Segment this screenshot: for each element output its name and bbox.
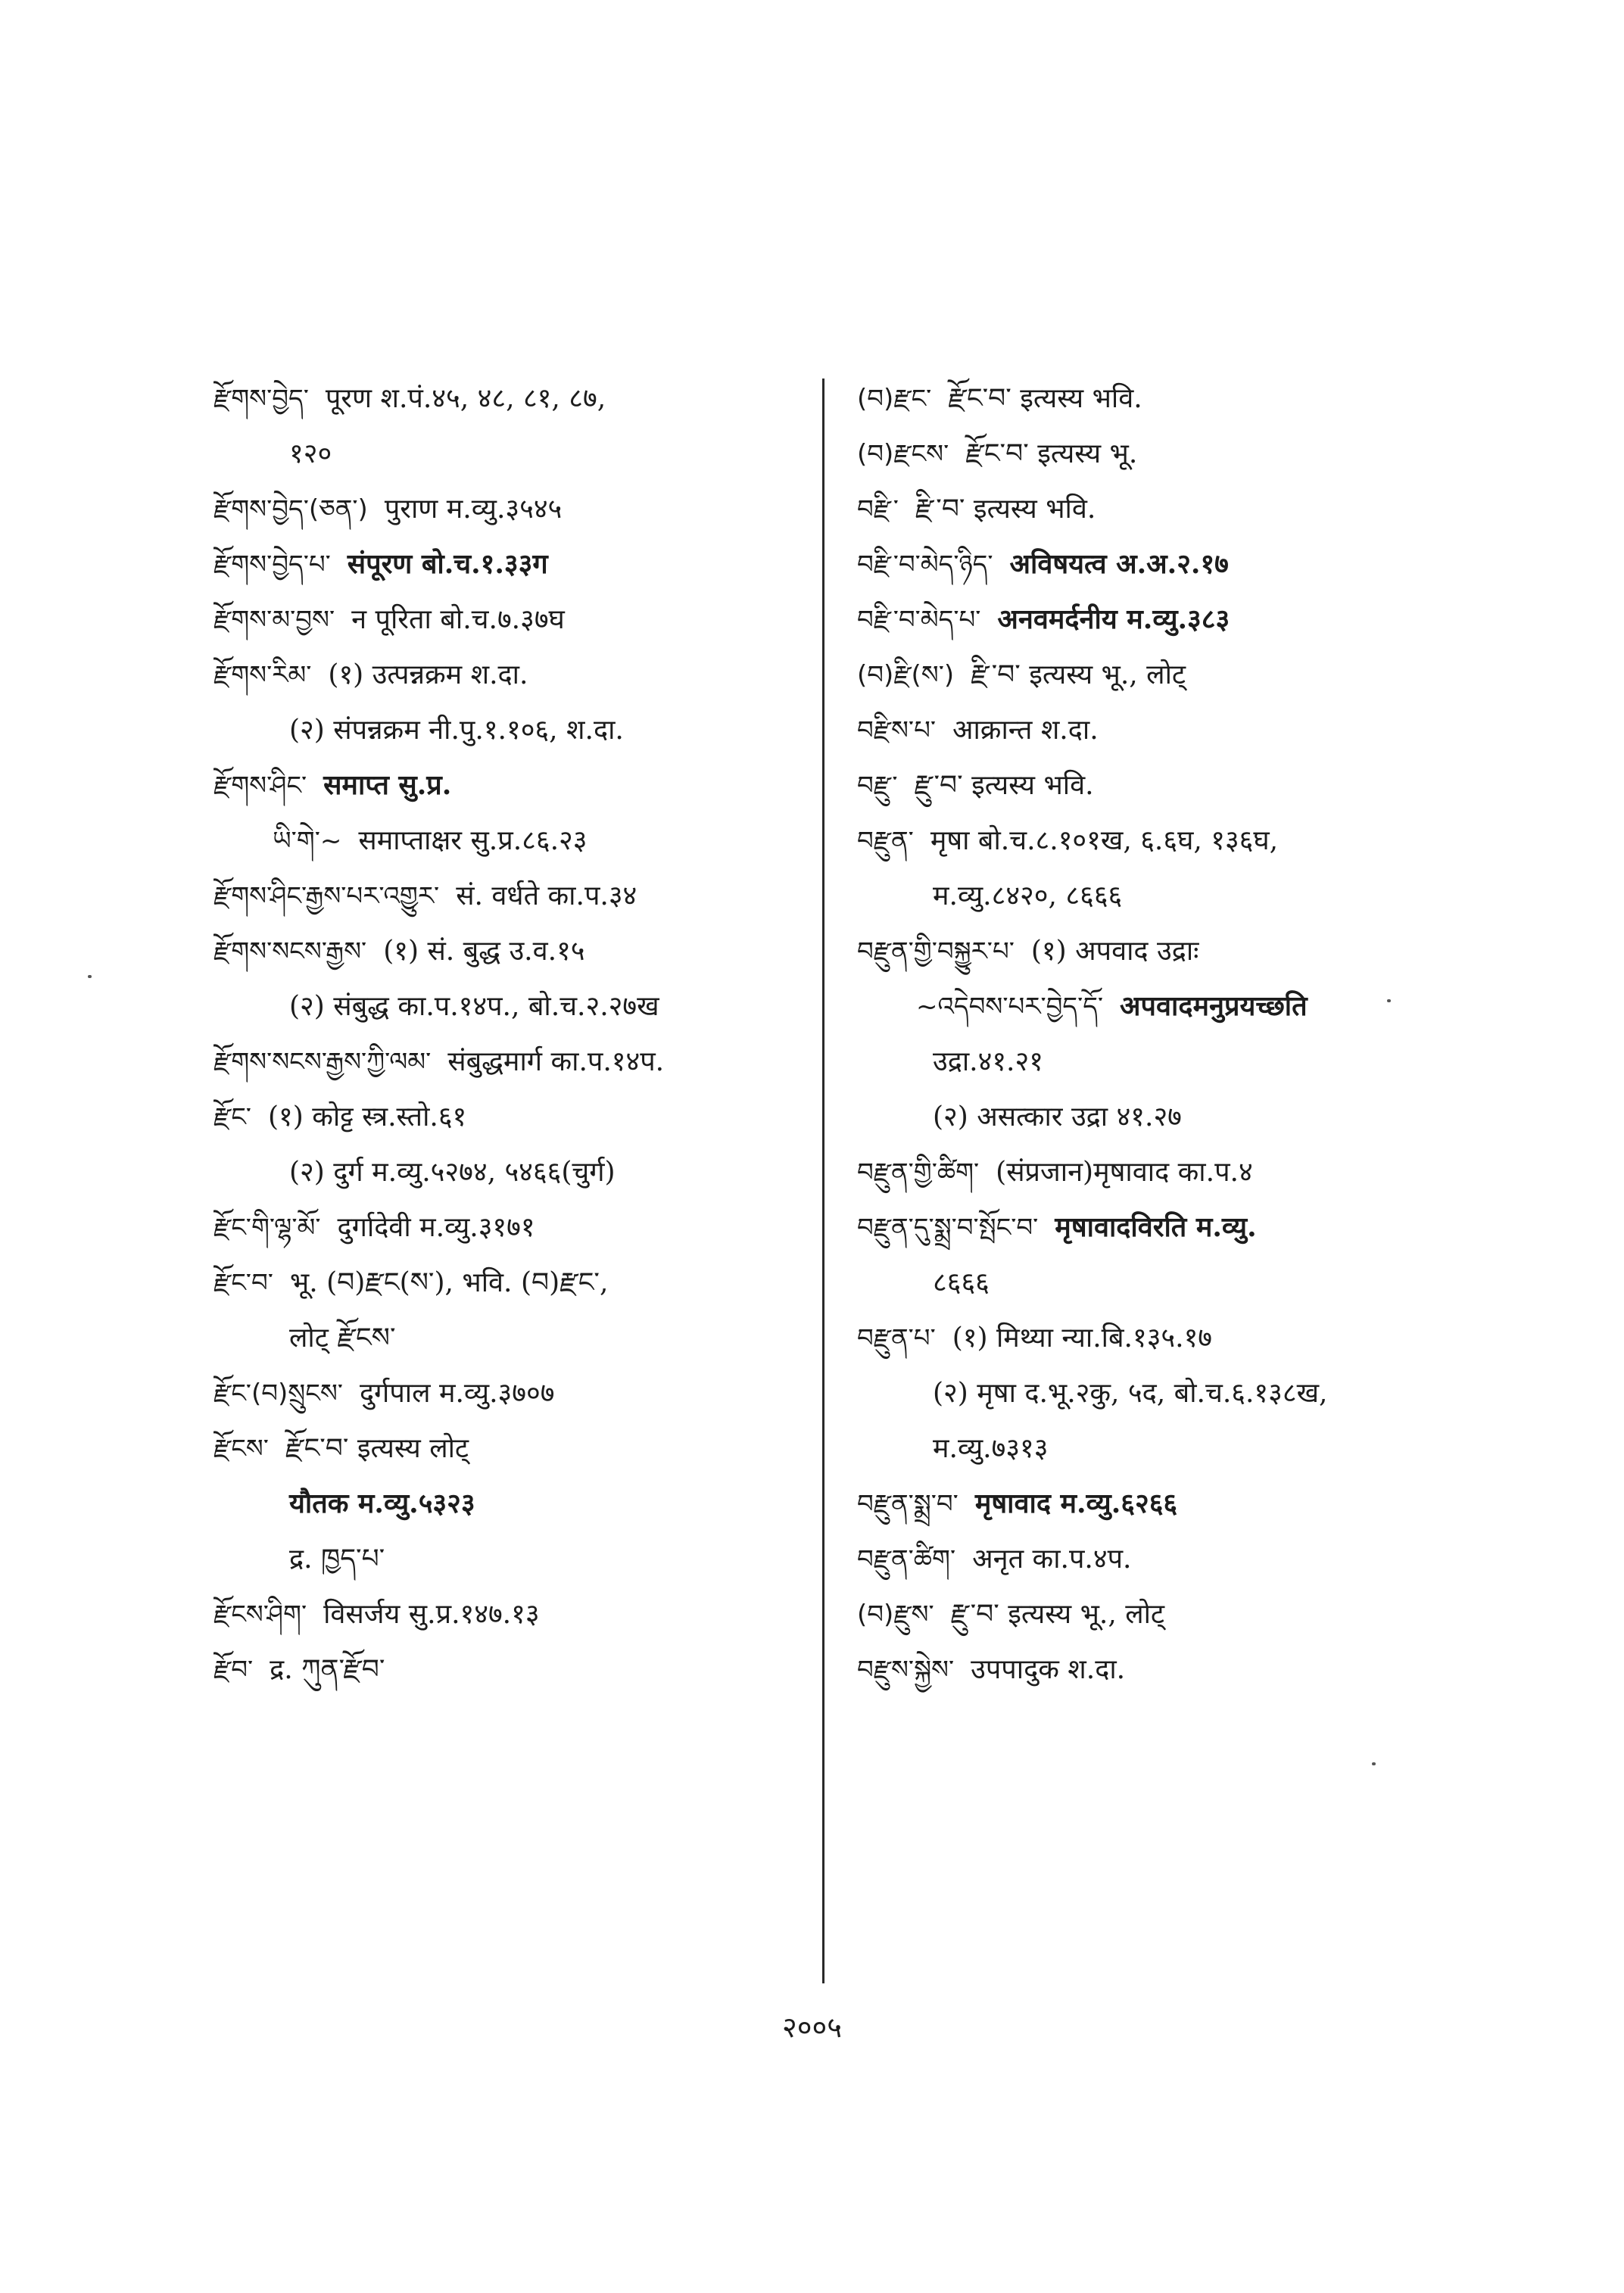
- definition-text: संपूरण बो.च.१.३३ग: [347, 548, 548, 580]
- entry-line: [214, 537, 796, 592]
- definition-text: सं. वर्धते का.प.३४: [456, 880, 637, 911]
- left-column: [214, 371, 796, 1697]
- entry-line: [857, 1642, 1485, 1697]
- entry-line: [857, 1531, 1485, 1587]
- definition-text: རྫི་བ་ इत्यस्य भवि.: [915, 494, 1096, 525]
- definition-text: (संप्रजान)मृषावाद का.प.४: [996, 1157, 1253, 1188]
- tibetan-headword: རྫོགས་རིམ་: [214, 660, 312, 690]
- definition-text: (२) संपन्नक्रम नी.पु.१.१०६, श.दा.: [289, 715, 624, 746]
- tibetan-headword: བརྫི་བ་མེད་པ་: [857, 605, 981, 635]
- right-column: [857, 371, 1485, 1697]
- entry-line: [857, 426, 1485, 481]
- tibetan-headword: བརྫུན་པ་: [857, 1323, 936, 1354]
- entry-line: [857, 1310, 1485, 1366]
- entry-line: [857, 758, 1485, 813]
- entry-line: [857, 1421, 1485, 1476]
- tibetan-headword: (བ)རྫུས་: [857, 1600, 934, 1630]
- entry-line: [857, 1200, 1485, 1255]
- definition-text: རྫུ་བ་ इत्यस्य भवि.: [914, 770, 1094, 801]
- definition-text: ८६६६: [933, 1267, 990, 1298]
- entry-line: [214, 1421, 796, 1476]
- definition-text: अविषयत्व अ.अ.२.१७: [1009, 548, 1229, 580]
- tibetan-headword: རྫོགས་བྱེད་(ཅན་): [214, 494, 368, 525]
- entry-line: [214, 1145, 796, 1200]
- entry-line: [214, 1034, 796, 1089]
- tibetan-headword: ཡི་གེ་~: [273, 826, 342, 856]
- definition-text: दुर्गादेवी म.व्यु.३१७१: [337, 1212, 535, 1243]
- page-number: २००५: [781, 2011, 843, 2044]
- entry-line: [857, 868, 1485, 924]
- definition-text: (२) मृषा द.भू.२कु, ५द, बो.च.६.१३८ख,: [933, 1378, 1328, 1409]
- tibetan-headword: བརྫུན་སྨྲ་བ་: [857, 1489, 959, 1519]
- entry-line: [214, 1587, 796, 1642]
- entry-line: [214, 1531, 796, 1587]
- definition-text: म.व्यु.८४२०, ८६६६: [933, 880, 1123, 911]
- definition-text: (१) कोट्ट स्त्र.स्तो.६१: [267, 1101, 467, 1132]
- definition-text: उपपादुक श.दा.: [971, 1654, 1126, 1685]
- entry-line: [857, 1366, 1485, 1421]
- definition-text: दुर्गपाल म.व्यु.३७०७: [359, 1378, 555, 1409]
- entry-line: [857, 1587, 1485, 1642]
- entry-line: [214, 1255, 796, 1310]
- definition-text: (१) मिथ्या न्या.बि.१३५.१७: [952, 1323, 1213, 1354]
- tibetan-headword: བརྫི་བ་མེད་ཉིད་: [857, 550, 993, 580]
- entry-line: [214, 1310, 796, 1366]
- entry-line: [857, 1145, 1485, 1200]
- definition-text: न पूरिता बो.च.७.३७घ: [351, 604, 565, 635]
- entry-line: [214, 481, 796, 537]
- entry-line: [857, 537, 1485, 592]
- definition-text: भू. (བ)རྫང(ས་), भवि. (བ)རྫང་,: [289, 1267, 609, 1298]
- tibetan-headword: རྫོགས་བྱེད་པ་: [214, 550, 331, 580]
- tibetan-headword: རྫོགས་ཤིང་: [214, 771, 307, 801]
- definition-text: समाप्ताक्षर सु.प्र.८६.२३: [358, 825, 588, 856]
- tibetan-headword: བརྫུ་: [857, 771, 898, 801]
- definition-text: उद्रा.४१.२१: [933, 1046, 1043, 1077]
- definition-text: (१) अपवाद उद्राः: [1030, 936, 1199, 967]
- definition-text: मृषावादविरति म.व्यु.: [1055, 1211, 1257, 1243]
- tibetan-headword: བརྫུན་: [857, 826, 914, 856]
- definition-text: म.व्यु.७३१३: [933, 1433, 1049, 1464]
- entry-line: [214, 1200, 796, 1255]
- definition-text: मृषा बो.च.८.१०१ख, ६.६घ, १३६घ,: [930, 825, 1279, 856]
- definition-text: संबुद्धमार्ग का.प.१४प.: [447, 1046, 665, 1077]
- tibetan-headword: རྫོང་བ་: [214, 1268, 273, 1298]
- entry-line: [857, 1034, 1485, 1089]
- entry-line: [857, 371, 1485, 426]
- definition-text: (१) सं. बुद्ध उ.व.१५: [383, 936, 585, 967]
- tibetan-headword: བརྫི་: [857, 494, 899, 525]
- tibetan-headword: རྫོགས་སངས་རྒྱས་: [214, 936, 367, 967]
- entry-line: [214, 426, 796, 481]
- tibetan-headword: རྫོབ་: [214, 1655, 254, 1685]
- entry-line: [214, 1366, 796, 1421]
- scan-speck: [1372, 1762, 1376, 1765]
- entry-line: [857, 1476, 1485, 1531]
- definition-text: आक्रान्त श.दा.: [952, 715, 1099, 746]
- tibetan-headword: རྫོང་: [214, 1102, 251, 1132]
- definition-text: द्र. ཀུན་རྫོབ་: [270, 1654, 385, 1685]
- definition-text: རྫུ་བ་ इत्यस्य भू., लोट्: [950, 1599, 1165, 1630]
- definition-text: समाप्त सु.प्र.: [323, 769, 452, 801]
- tibetan-headword: (བ)རྫི(ས་): [857, 660, 955, 690]
- tibetan-headword: བརྫུས་སྐྱེས་: [857, 1655, 955, 1685]
- definition-text: विसर्जय सु.प्र.१४७.१३: [323, 1599, 540, 1630]
- entry-line: [214, 979, 796, 1034]
- definition-text: (२) असत्कार उद्रा ४१.२७: [933, 1101, 1182, 1132]
- entry-line: [214, 647, 796, 703]
- definition-text: (२) संबुद्ध का.प.१४प., बो.च.२.२७ख: [289, 991, 659, 1022]
- entry-line: [214, 868, 796, 924]
- entry-line: [214, 703, 796, 758]
- definition-text: अपवादमनुप्रयच्छति: [1120, 990, 1308, 1022]
- entry-line: [214, 758, 796, 813]
- definition-text: पुराण म.व्यु.३५४५: [384, 494, 563, 525]
- entry-line: [857, 592, 1485, 647]
- entry-line: [857, 1255, 1485, 1310]
- definition-text: རྫོང་བ་ इत्यस्य लोट्: [285, 1433, 469, 1464]
- tibetan-headword: རྫོགས་མ་བྱས་: [214, 605, 335, 635]
- entry-line: [214, 1642, 796, 1697]
- tibetan-headword: རྫོགས་བྱེད་: [214, 384, 309, 414]
- tibetan-headword: བརྫུན་གྱི་ཚིག་: [857, 1157, 980, 1188]
- entry-line: [214, 592, 796, 647]
- scan-speck: [88, 975, 92, 978]
- column-divider: [822, 379, 824, 1983]
- entry-line: [214, 1089, 796, 1145]
- entry-line: [857, 703, 1485, 758]
- tibetan-headword: རྫོངས་ཤིག་: [214, 1600, 307, 1630]
- tibetan-headword: རྫོགས་ཤིང་རྒྱས་པར་འགྱུར་: [214, 881, 440, 911]
- entry-line: [857, 924, 1485, 979]
- definition-text: རྫོང་བ་ इत्यस्य भवि.: [948, 383, 1142, 414]
- tibetan-headword: (བ)རྫང་: [857, 384, 932, 414]
- definition-text: लोट् རྫོངས་: [289, 1323, 396, 1354]
- tibetan-headword: རྫོང་གི་ལྷ་མོ་: [214, 1213, 321, 1243]
- definition-text: १२०: [289, 438, 332, 469]
- entry-line: [857, 481, 1485, 537]
- definition-text: (२) दुर्ग म.व्यु.५२७४, ५४६६(चुर्ग): [289, 1157, 616, 1188]
- entry-line: [214, 924, 796, 979]
- entry-line: [857, 1089, 1485, 1145]
- definition-text: मृषावाद म.व्यु.६२६६: [974, 1488, 1178, 1519]
- tibetan-headword: ~འདེབས་པར་བྱེད་དོ་: [916, 992, 1104, 1022]
- definition-text: यौतक म.व्यु.५३२३: [289, 1488, 475, 1519]
- entry-line: [857, 979, 1485, 1034]
- entry-line: [214, 813, 796, 868]
- definition-text: (१) उत्पन्नक्रम श.दा.: [328, 659, 528, 690]
- tibetan-headword: བརྫིས་པ་: [857, 715, 937, 746]
- definition-text: पूरण श.पं.४५, ४८, ८१, ८७,: [325, 383, 606, 414]
- entry-line: [214, 1476, 796, 1531]
- definition-text: རྫོང་བ་ इत्यस्य भू.: [965, 438, 1138, 469]
- definition-text: द्र. ཁྱད་པ་: [289, 1544, 385, 1575]
- entry-line: [214, 371, 796, 426]
- entry-line: [857, 813, 1485, 868]
- tibetan-headword: རྫོངས་: [214, 1434, 269, 1464]
- definition-text: अनवमर्दनीय म.व्यु.३८३: [997, 603, 1230, 635]
- definition-text: अनृत का.प.४प.: [972, 1544, 1132, 1575]
- tibetan-headword: རྫོང་(བ)སྲུངས་: [214, 1379, 343, 1409]
- tibetan-headword: རྫོགས་སངས་རྒྱས་ཀྱི་ལམ་: [214, 1047, 432, 1077]
- tibetan-headword: བརྫུན་གྱི་བསྐྱུར་པ་: [857, 936, 1015, 967]
- definition-text: རྫི་བ་ इत्यस्य भू., लोट्: [971, 659, 1186, 690]
- tibetan-headword: བརྫུན་དུ་སྨྲ་བ་སྤོང་བ་: [857, 1213, 1039, 1243]
- scan-speck: [1387, 999, 1391, 1002]
- tibetan-headword: (བ)རྫངས་: [857, 439, 949, 469]
- entry-line: [857, 647, 1485, 703]
- tibetan-headword: བརྫུན་ཚིག་: [857, 1544, 956, 1575]
